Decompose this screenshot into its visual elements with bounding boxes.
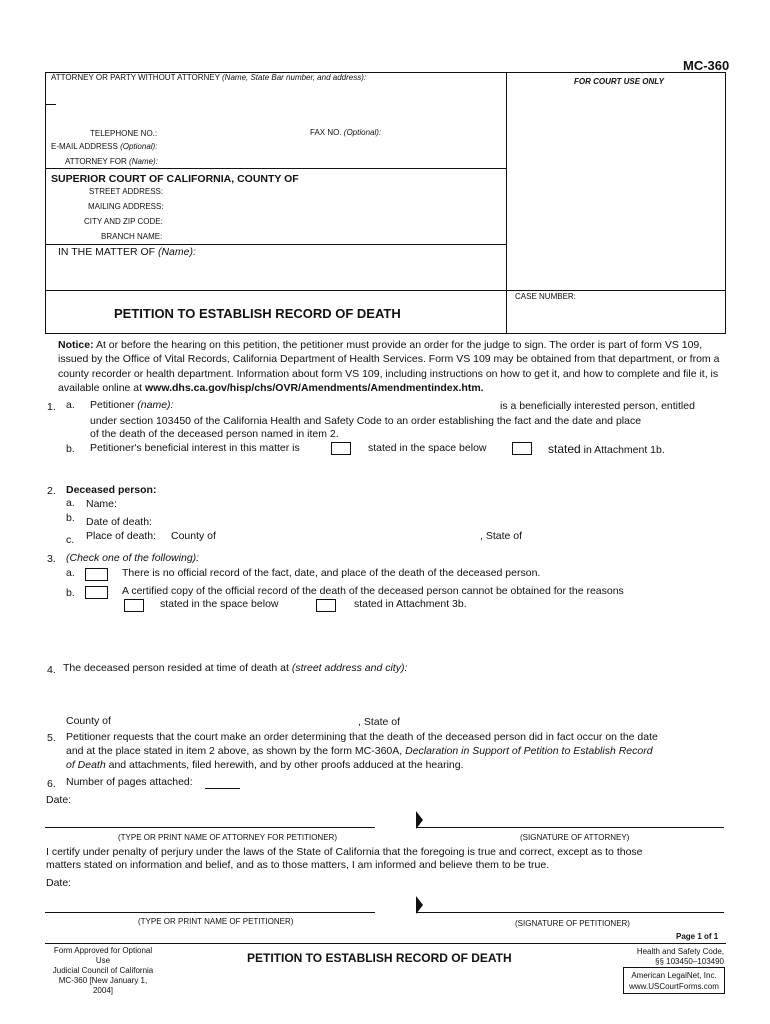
form-approval: Form Approved for Optional Use Judicial Council of California MC-360 [New January 1, 2004] — [52, 946, 154, 995]
petitioner-sig-caption: (SIGNATURE OF PETITIONER) — [515, 919, 630, 928]
telephone-label: TELEPHONE NO.: — [90, 129, 158, 138]
fax-label: FAX NO. (Optional): — [310, 128, 382, 137]
attorney-for-label: ATTORNEY FOR (Name): — [65, 157, 158, 166]
certify-line1: I certify under penalty of perjury under the laws of the State of California that the foregoing is true and correct, except as to those — [46, 846, 643, 858]
attorney-name-line[interactable] — [45, 827, 375, 828]
item3-b: b. — [66, 587, 75, 599]
court-title: SUPERIOR COURT OF CALIFORNIA, COUNTY OF — [51, 173, 299, 185]
street-address-label: STREET ADDRESS: — [89, 187, 164, 196]
petition-title: PETITION TO ESTABLISH RECORD OF DEATH — [114, 306, 401, 321]
attorney-sig-caption: (SIGNATURE OF ATTORNEY) — [520, 833, 630, 842]
item4-county: County of — [66, 715, 111, 727]
item1-line2: under section 103450 of the California Health and Safety Code to an order establishing the fact and the date and place — [90, 415, 642, 427]
item5-line1: Petitioner requests that the court make an order determining that the death of the deceased person did in fact occur on the date — [66, 731, 658, 743]
matter-label: IN THE MATTER OF (Name): — [58, 246, 196, 258]
certify-line2: matters stated on information and belief, and as to those matters, I am informed and believe them to be true. — [46, 859, 550, 871]
footer-code: Health and Safety Code, §§ 103450–103490 — [636, 947, 724, 966]
item2-place: Place of death: — [86, 530, 157, 542]
item1-interest: Petitioner's beneficial interest in this matter is — [90, 442, 300, 454]
item1-num: 1. — [47, 401, 56, 413]
item3-b-text: A certified copy of the official record of the death of the deceased person cannot be obtained for the reasons — [122, 585, 624, 597]
item2-title: Deceased person: — [66, 484, 157, 496]
item3-a: a. — [66, 567, 75, 579]
item2-b: b. — [66, 512, 75, 524]
petitioner-name-line[interactable] — [45, 912, 375, 913]
item1-below: stated in the space below — [368, 442, 487, 454]
checkbox-3b-below[interactable] — [124, 599, 144, 612]
item3-check-one: (Check one of the following): — [66, 552, 200, 564]
attorney-signature-line[interactable] — [416, 827, 724, 828]
checkbox-3b[interactable] — [85, 586, 108, 599]
item3-num: 3. — [47, 553, 56, 565]
mailing-address-label: MAILING ADDRESS: — [88, 202, 164, 211]
item1-a: a. — [66, 399, 75, 411]
item4-text: The deceased person resided at time of death at (street address and city): — [63, 662, 408, 674]
item2-county: County of — [171, 530, 216, 542]
item1-line3: of the death of the deceased person named in item 2. — [90, 428, 339, 440]
footer-title: PETITION TO ESTABLISH RECORD OF DEATH — [247, 951, 512, 965]
court-use-label: FOR COURT USE ONLY — [574, 77, 664, 86]
email-label: E-MAIL ADDRESS (Optional): — [51, 142, 158, 151]
item1-interested: is a beneficially interested person, entitled — [500, 400, 695, 412]
petitioner-signature-line[interactable] — [416, 912, 724, 913]
item3-a-text: There is no official record of the fact, date, and place of the death of the deceased person. — [122, 567, 541, 579]
date-label-2: Date: — [46, 877, 72, 889]
notice: Notice: At or before the hearing on this petition, the petitioner must provide an order for the judge to sign. The order is part of form VS 109, issued by the Office of Vital Records, California Department of Health Services. Form VS 109 may be obtained from that department, or from a county recorder or health department. Information about form VS 109, including instructions on how to get it, and how to complete and file it, is available online at www.dhs.ca.gov/hisp/chs/OVR/Amendments/Amendmentindex.htm. — [58, 339, 720, 394]
item3-below: stated in the space below — [160, 598, 279, 610]
checkbox-1b-attachment[interactable] — [512, 442, 532, 455]
item6-num: 6. — [47, 778, 56, 790]
item2-date: Date of death: — [86, 516, 152, 528]
date-label-1: Date: — [46, 794, 72, 806]
attorney-label: ATTORNEY OR PARTY WITHOUT ATTORNEY (Name, State Bar number, and address): — [51, 73, 367, 82]
item5-num: 5. — [47, 732, 56, 744]
petitioner-name-caption: (TYPE OR PRINT NAME OF PETITIONER) — [138, 917, 294, 926]
item2-a: a. — [66, 497, 75, 509]
checkbox-1b-below[interactable] — [331, 442, 351, 455]
item1-petitioner: Petitioner (name): — [90, 399, 174, 411]
item3-attach: stated in Attachment 3b. — [354, 598, 467, 610]
notice-url[interactable]: www.dhs.ca.gov/hisp/chs/OVR/Amendments/Amendmentindex.htm. — [144, 381, 484, 394]
form-number: MC-360 — [683, 58, 730, 73]
item2-name: Name: — [86, 498, 117, 510]
item1-b: b. — [66, 443, 75, 455]
item5-line3: of Death and attachments, filed herewith, and by other proofs adduced at the hearing. — [66, 759, 464, 771]
page-number: Page 1 of 1 — [676, 932, 719, 941]
branch-name-label: BRANCH NAME: — [101, 232, 163, 241]
checkbox-3a[interactable] — [85, 568, 108, 581]
item2-num: 2. — [47, 485, 56, 497]
case-number-label: CASE NUMBER: — [515, 292, 576, 301]
item1-attach: stated in Attachment 1b. — [548, 442, 665, 456]
item4-num: 4. — [47, 664, 56, 676]
item2-state: , State of — [480, 530, 523, 542]
vendor-info[interactable]: American LegalNet, Inc. www.USCourtForms.com — [629, 971, 719, 991]
item5-line2: and at the place stated in item 2 above, as shown by the form MC-360A, Declaration in Support of Petition to Establish Record — [66, 745, 653, 757]
attorney-name-caption: (TYPE OR PRINT NAME OF ATTORNEY FOR PETITIONER) — [118, 833, 337, 842]
checkbox-3b-attachment[interactable] — [316, 599, 336, 612]
city-zip-label: CITY AND ZIP CODE: — [84, 217, 163, 226]
item4-state: , State of — [358, 716, 401, 728]
item6-text: Number of pages attached: — [66, 776, 193, 788]
item2-c: c. — [66, 534, 75, 546]
